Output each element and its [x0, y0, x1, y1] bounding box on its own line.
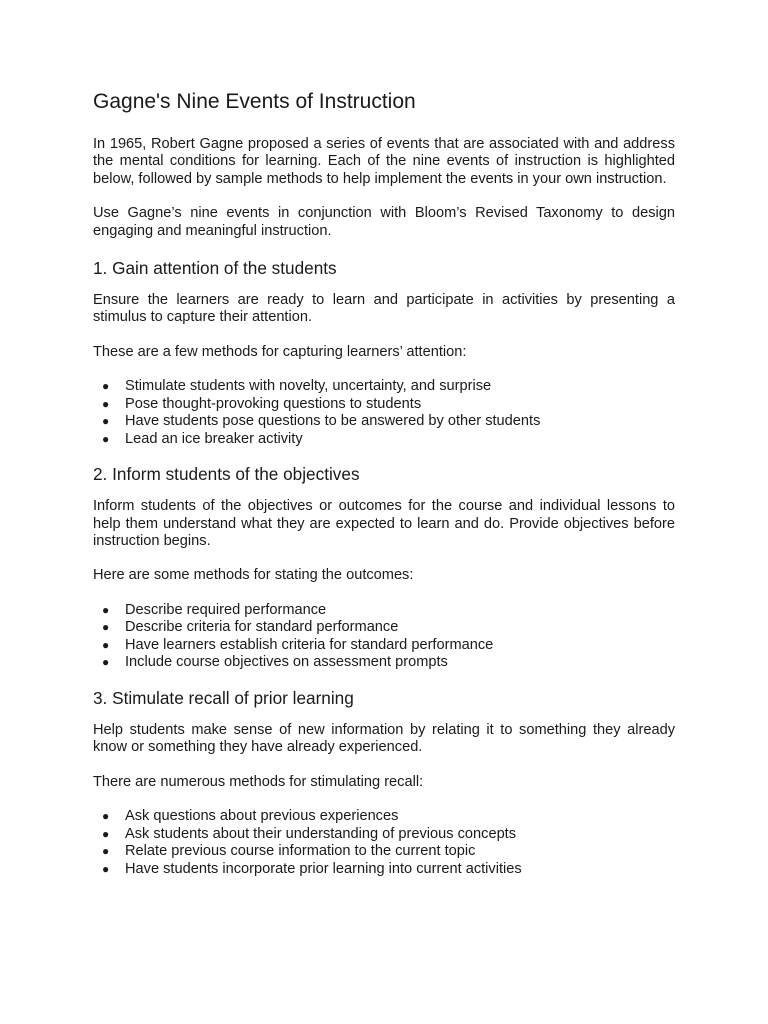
- intro-paragraph: In 1965, Robert Gagne proposed a series of events that are associated with and address the mental conditions for learning. Each of the nine events of instruction is highlighted below, followed by sample methods to help implement the events in your own instruction.: [93, 136, 675, 187]
- section-heading-stimulate-recall: 3. Stimulate recall of prior learning: [93, 687, 354, 708]
- list-item: [93, 843, 675, 861]
- section-description: Ensure the learners are ready to learn and participate in activities by presenting a stimulus to capture their attention.: [93, 292, 675, 326]
- methods-list: [93, 602, 675, 672]
- page-title: Gagne's Nine Events of Instruction: [93, 90, 416, 113]
- bullet-icon: ●: [102, 379, 110, 394]
- list-item: [93, 808, 675, 826]
- bullet-icon: ●: [102, 414, 110, 429]
- list-item-text: Describe criteria for standard performance: [125, 619, 399, 636]
- list-item-text: Ask students about their understanding of previous concepts: [125, 825, 517, 842]
- list-item: [93, 826, 675, 844]
- methods-intro: These are a few methods for capturing learners’ attention:: [93, 343, 467, 360]
- list-item: [93, 431, 675, 449]
- list-item: [93, 619, 675, 637]
- list-item-text: Relate previous course information to the current topic: [125, 843, 476, 860]
- list-item-text: Include course objectives on assessment prompts: [125, 654, 448, 671]
- list-item: [93, 602, 675, 620]
- list-item-text: Stimulate students with novelty, uncertainty, and surprise: [125, 378, 492, 395]
- bullet-icon: ●: [102, 431, 110, 446]
- bullet-icon: ●: [102, 637, 110, 652]
- bullet-icon: ●: [102, 655, 110, 670]
- list-item-text: Have students incorporate prior learning into current activities: [125, 860, 522, 877]
- list-item: [93, 396, 675, 414]
- section-heading-inform-objectives: 2. Inform students of the objectives: [93, 464, 360, 485]
- methods-intro: There are numerous methods for stimulating recall:: [93, 773, 424, 790]
- intro-paragraph: Use Gagne’s nine events in conjunction with Bloom’s Revised Taxonomy to design engaging and meaningful instruction.: [93, 205, 675, 239]
- list-item-text: Have students pose questions to be answered by other students: [125, 413, 541, 430]
- methods-list: [93, 808, 675, 878]
- bullet-icon: ●: [102, 844, 110, 859]
- bullet-icon: ●: [102, 396, 110, 411]
- list-item-text: Ask questions about previous experiences: [125, 808, 399, 825]
- list-item: [93, 654, 675, 672]
- bullet-icon: ●: [102, 826, 110, 841]
- section-description: Help students make sense of new information by relating it to something they already know or something they have already experienced.: [93, 721, 675, 756]
- list-item-text: Pose thought-provoking questions to students: [125, 395, 422, 412]
- bullet-icon: ●: [102, 861, 110, 876]
- section-description: Inform students of the objectives or outcomes for the course and individual lessons to help them understand what they are expected to learn and do. Provide objectives before instruction begins.: [93, 498, 675, 550]
- list-item: [93, 637, 675, 655]
- methods-intro: Here are some methods for stating the outcomes:: [93, 567, 414, 584]
- section-heading-gain-attention: 1. Gain attention of the students: [93, 258, 337, 279]
- list-item-text: Describe required performance: [125, 601, 327, 618]
- bullet-icon: ●: [102, 620, 110, 635]
- list-item: [93, 378, 675, 396]
- list-item-text: Have learners establish criteria for standard performance: [125, 636, 494, 653]
- list-item: [93, 413, 675, 431]
- list-item-text: Lead an ice breaker activity: [125, 430, 303, 447]
- document-page: [93, 88, 675, 893]
- methods-list: [93, 378, 675, 448]
- list-item: [93, 861, 675, 879]
- bullet-icon: ●: [102, 602, 110, 617]
- bullet-icon: ●: [102, 809, 110, 824]
